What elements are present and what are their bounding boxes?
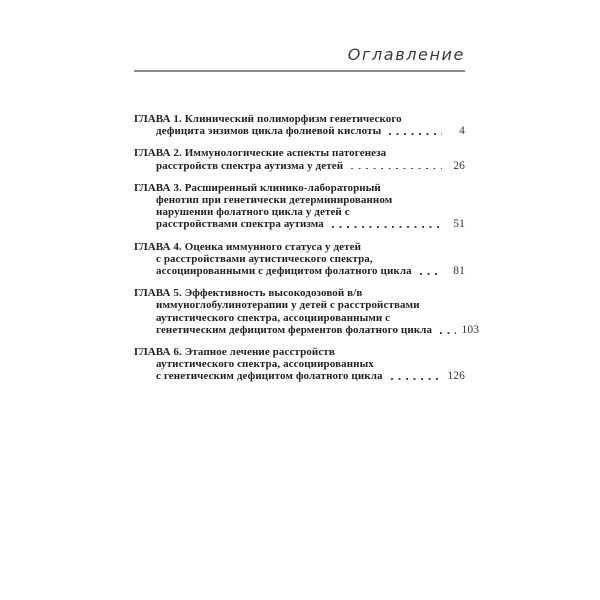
page-title: Оглавление [347,45,465,64]
toc-entry-chapter-6 [134,346,465,383]
toc-line [134,265,465,277]
toc-entry-chapter-3 [134,182,465,231]
toc-line-text: ассоциированными с дефицитом фолатного цикла [156,265,412,278]
toc-line: ГЛАВА 6. Этапное лечение расстройств [134,346,335,359]
page-number: 103 [461,323,480,336]
toc-entry-chapter-5 [134,287,480,336]
toc-entry-chapter-2 [134,147,465,171]
dot-leader [332,226,442,228]
page-number: 81 [453,265,465,278]
toc-line-text: дефицита энзимов цикла фолиевой кислоты [156,125,382,138]
toc-line: ГЛАВА 3. Расширенный клинико-лабораторный [134,181,381,194]
toc-line [134,125,465,137]
toc-line-text: расстройствами спектра аутизма [156,218,324,231]
toc-line [134,160,465,172]
toc-line: ГЛАВА 2. Иммунологические аспекты патогенеза [134,147,387,160]
toc-line: фенотип при генетически детерминированном [156,194,393,207]
toc-line [134,370,465,382]
toc-line-text: расстройств спектра аутизма у детей [156,159,344,172]
toc-line: ГЛАВА 4. Оценка иммунного статуса у детей [134,240,362,253]
dot-leader [351,168,442,170]
toc-line: ГЛАВА 5. Эффективность высокодозовой в/в [134,287,363,300]
page-header [134,45,465,70]
toc-content [134,45,480,393]
toc-entry-chapter-1 [134,113,465,137]
page-number: 4 [459,125,465,138]
dot-leader [391,378,442,380]
dot-leader [440,332,456,334]
page-number: 126 [447,370,465,383]
dot-leader [420,273,442,275]
toc-line: аутистического спектра, ассоциированными с [156,311,391,324]
table-of-contents [134,113,480,383]
dot-leader [389,133,442,135]
toc-line [134,218,465,230]
toc-line [134,323,480,336]
header-rule [134,70,465,72]
toc-line: аутистического спектра, ассоциированных [156,358,374,371]
page-number: 51 [453,218,465,231]
toc-line-text: генетическим дефицитом ферментов фолатного цикла [156,323,433,336]
toc-line: нарушении фолатного цикла у детей с [156,206,350,219]
toc-line: с расстройствами аутистического спектра, [156,252,373,265]
toc-entry-chapter-4 [134,241,465,278]
page-number: 26 [453,159,465,172]
toc-line: ГЛАВА 1. Клинический полиморфизм генетического [134,113,402,125]
toc-line-text: с генетическим дефицитом фолатного цикла [156,370,383,383]
toc-line: иммуноглобулинотерапии у детей с расстройствами [156,299,420,312]
